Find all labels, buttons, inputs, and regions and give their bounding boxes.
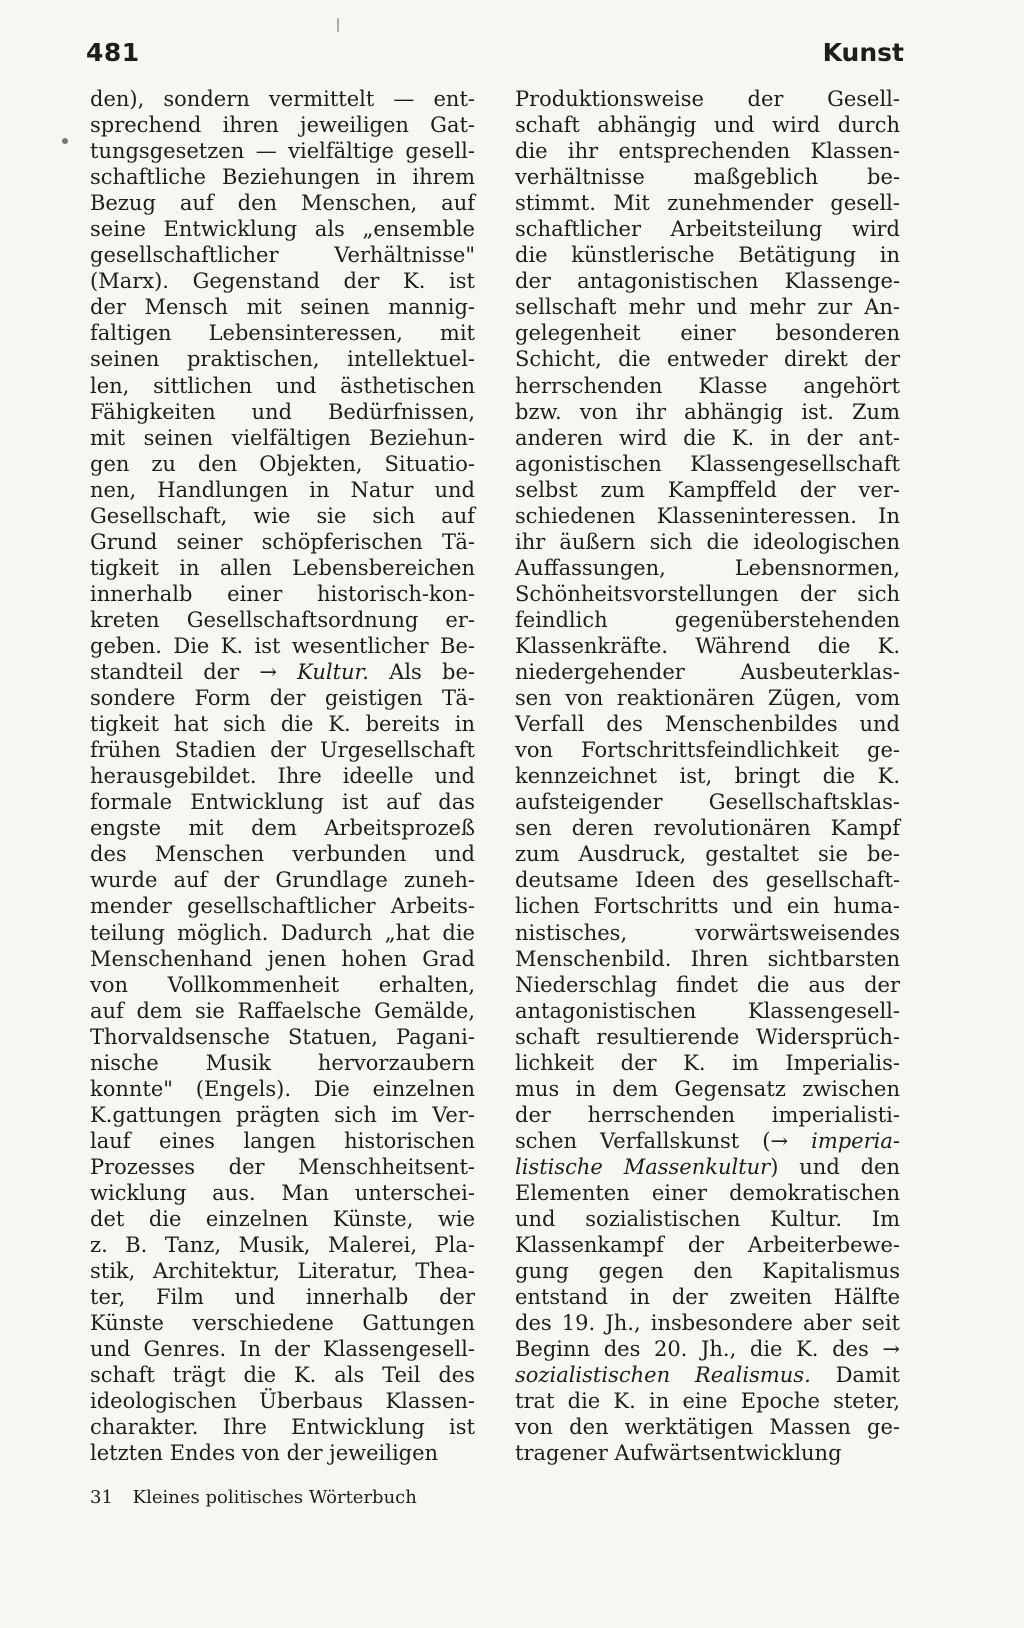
paper-speck [337,18,339,32]
text-line: kreten Gesellschaftsordnung er- [90,607,475,632]
text-line: zum Ausdruck, gestaltet sie be- [515,842,900,867]
page-number: 481 [86,38,140,67]
text-line: entstand in der zweiten Hälfte [515,1285,900,1310]
text-line: lichen Fortschritts und ein huma- [515,894,900,919]
text-line: stik, Architektur, Literatur, Thea- [90,1259,475,1284]
text-line: mit seinen vielfältigen Beziehun- [90,425,475,450]
paper-speck [62,138,68,144]
text-line: schaftliche Beziehungen in ihrem [90,165,475,190]
text-line: der herrschenden imperialisti- [515,1102,900,1127]
text-line: nische Musik hervorzaubern [90,1050,475,1075]
text-run: standteil der [90,660,240,685]
text-line: Künste verschiedene Gattungen [90,1311,475,1336]
text-line: Thorvaldsensche Statuen, Pagani- [90,1024,475,1049]
text-run: schen Verfallskunst ( [515,1128,771,1153]
text-line: nen, Handlungen in Natur und [90,477,475,502]
text-line: frühen Stadien der Urgesellschaft [90,738,475,763]
text-line: gen zu den Objekten, Situatio- [90,451,475,476]
left-column [90,86,475,1466]
text-line: herrschenden Klasse angehört [515,373,900,398]
text-line: Produktionsweise der Gesell- [515,87,900,111]
text-line: niedergehender Ausbeuterklas- [515,660,900,685]
text-line: Bezug auf den Menschen, auf [90,191,475,216]
text-run: ) und den [770,1154,901,1179]
text-line: von den werktätigen Massen ge- [515,1415,900,1440]
text-line: sondere Form der geistigen Tä- [90,686,475,711]
text-line: tigkeit in allen Lebensbereichen [90,555,475,580]
text-line: wurde auf der Grundlage zuneh- [90,868,475,893]
text-line: seinen praktischen, intellektuel- [90,347,475,372]
text-line: gung gegen den Kapitalismus [515,1259,900,1284]
text-line: herausgebildet. Ihre ideelle und [90,764,475,789]
text-line [90,659,475,685]
text-line: des Menschen verbunden und [90,842,475,867]
text-line: nistisches, vorwärtsweisendes [515,920,900,945]
text-line: schiedenen Klasseninteressen. In [515,503,900,528]
text-line: seine Entwicklung als „ensemble [90,217,475,242]
text-line: det die einzelnen Künste, wie [90,1207,475,1232]
text-line: Auffassungen, Lebensnormen, [515,555,900,580]
page-footer [90,1487,417,1508]
text-line: Schicht, die entweder direkt der [515,347,900,372]
text-line: anderen wird die K. in der ant- [515,425,900,450]
text-line: mender gesellschaftlicher Arbeits- [90,894,475,919]
text-line: Menschenhand jenen hohen Grad [90,946,475,971]
text-line: schaft abhängig und wird durch [515,113,900,138]
text-line: und Genres. In der Klassengesell- [90,1337,475,1362]
text-line: Klassenkräfte. Während die K. [515,633,900,658]
text-line: sen deren revolutionären Kampf [515,816,900,841]
text-run: Beginn des 20. Jh., die K. des [515,1337,869,1362]
text-line: Klassenkampf der Arbeiterbewe- [515,1233,900,1258]
text-line: der Mensch mit seinen mannig- [90,295,475,320]
text-line: gelegenheit einer besonderen [515,321,900,346]
text-line: Grund seiner schöpferischen Tä- [90,529,475,554]
text-line: sprechend ihren jeweiligen Gat- [90,113,475,138]
book-title: Kleines politisches Wörterbuch [132,1487,417,1508]
text-line: Schönheitsvorstellungen der sich [515,581,900,606]
text-line: schaftlicher Arbeitsteilung wird [515,217,900,242]
text-line: sellschaft mehr und mehr zur An- [515,295,900,320]
text-line: den), sondern vermittelt — ent- [90,87,475,111]
text-line: engste mit dem Arbeitsprozeß [90,816,475,841]
text-line: faltigen Lebensinteressen, mit [90,321,475,346]
text-line: geben. Die K. ist wesentlicher Be- [90,633,475,658]
text-line: charakter. Ihre Entwicklung ist [90,1415,475,1440]
text-line: Niederschlag findet die aus der [515,972,900,997]
text-line: schaft resultierende Widersprüch- [515,1024,900,1049]
text-line: teilung möglich. Dadurch „hat die [90,920,475,945]
text-line [515,1154,900,1180]
text-line: der antagonistischen Klassenge- [515,269,900,294]
text-line: ter, Film und innerhalb der [90,1285,475,1310]
text-line: ihr äußern sich die ideologischen [515,529,900,554]
text-line: sen von reaktionären Zügen, vom [515,686,900,711]
text-line: wicklung aus. Man unterschei- [90,1180,475,1205]
text-line: und sozialistischen Kultur. Im [515,1207,900,1232]
text-line: feindlich gegenüberstehenden [515,607,900,632]
text-line: len, sittlichen und ästhetischen [90,373,475,398]
text-line: ideologischen Überbaus Klassen- [90,1389,475,1414]
text-run: → [770,1128,789,1153]
text-line: gesellschaftlicher Verhältnisse" [90,243,475,268]
text-line: z. B. Tanz, Musik, Malerei, Pla- [90,1233,475,1258]
cross-reference: Kultur. [297,660,369,685]
text-line [515,1336,900,1362]
text-line: (Marx). Gegenstand der K. ist [90,269,475,294]
text-line: verhältnisse maßgeblich be- [515,165,900,190]
text-line: von Fortschrittsfeindlichkeit ge- [515,738,900,763]
text-line: mus in dem Gegensatz zwischen [515,1076,900,1101]
text-line: von Vollkommenheit erhalten, [90,972,475,997]
text-line: Menschenbild. Ihren sichtbarsten [515,946,900,971]
text-line: Fähigkeiten und Bedürfnissen, [90,399,475,424]
text-run: Damit [810,1363,900,1388]
text-line: Prozesses der Menschheitsent- [90,1154,475,1179]
right-column [515,86,900,1466]
text-line: konnte" (Engels). Die einzelnen [90,1076,475,1101]
text-line: letzten Endes von der jeweiligen [90,1441,439,1466]
running-head: Kunst [822,38,904,67]
text-run: Als be- [389,660,475,685]
text-line: Elementen einer demokratischen [515,1180,900,1205]
text-line: antagonistischen Klassengesell- [515,998,900,1023]
text-line [515,1362,900,1388]
cross-reference: imperia- [811,1128,900,1153]
text-line: formale Entwicklung ist auf das [90,790,475,815]
cross-reference: sozialistischen Realismus. [515,1363,811,1388]
text-line: stimmt. Mit zunehmender gesell- [515,191,900,216]
text-line: lichkeit der K. im Imperialis- [515,1050,900,1075]
text-line: selbst zum Kampffeld der ver- [515,477,900,502]
text-line: lauf eines langen historischen [90,1128,475,1153]
text-line: auf dem sie Raffaelsche Gemälde, [90,998,475,1023]
text-line: die künstlerische Betätigung in [515,243,900,268]
cross-reference: listische Massenkultur [515,1154,771,1179]
text-line: die ihr entsprechenden Klassen- [515,139,900,164]
text-line: trat die K. in eine Epoche steter, [515,1389,900,1414]
signature-mark: 31 [90,1487,113,1508]
text-line [515,1128,900,1154]
text-run: → [882,1337,900,1362]
text-line: tigkeit hat sich die K. bereits in [90,712,475,737]
text-line: bzw. von ihr abhängig ist. Zum [515,399,900,424]
text-line: des 19. Jh., insbesondere aber seit [515,1311,900,1336]
text-line: schaft trägt die K. als Teil des [90,1363,475,1388]
text-line: deutsame Ideen des gesellschaft- [515,868,900,893]
text-line: agonistischen Klassengesellschaft [515,451,900,476]
text-line: tragener Aufwärtsentwicklung [515,1441,842,1466]
text-line: kennzeichnet ist, bringt die K. [515,764,900,789]
text-run: → [259,660,277,685]
text-line: K.gattungen prägten sich im Ver- [90,1102,475,1127]
text-line: aufsteigender Gesellschaftsklas- [515,790,900,815]
text-line: Gesellschaft, wie sie sich auf [90,503,475,528]
text-line: tungsgesetzen — vielfältige gesell- [90,139,475,164]
text-line: Verfall des Menschenbildes und [515,712,900,737]
text-line: innerhalb einer historisch-kon- [90,581,475,606]
